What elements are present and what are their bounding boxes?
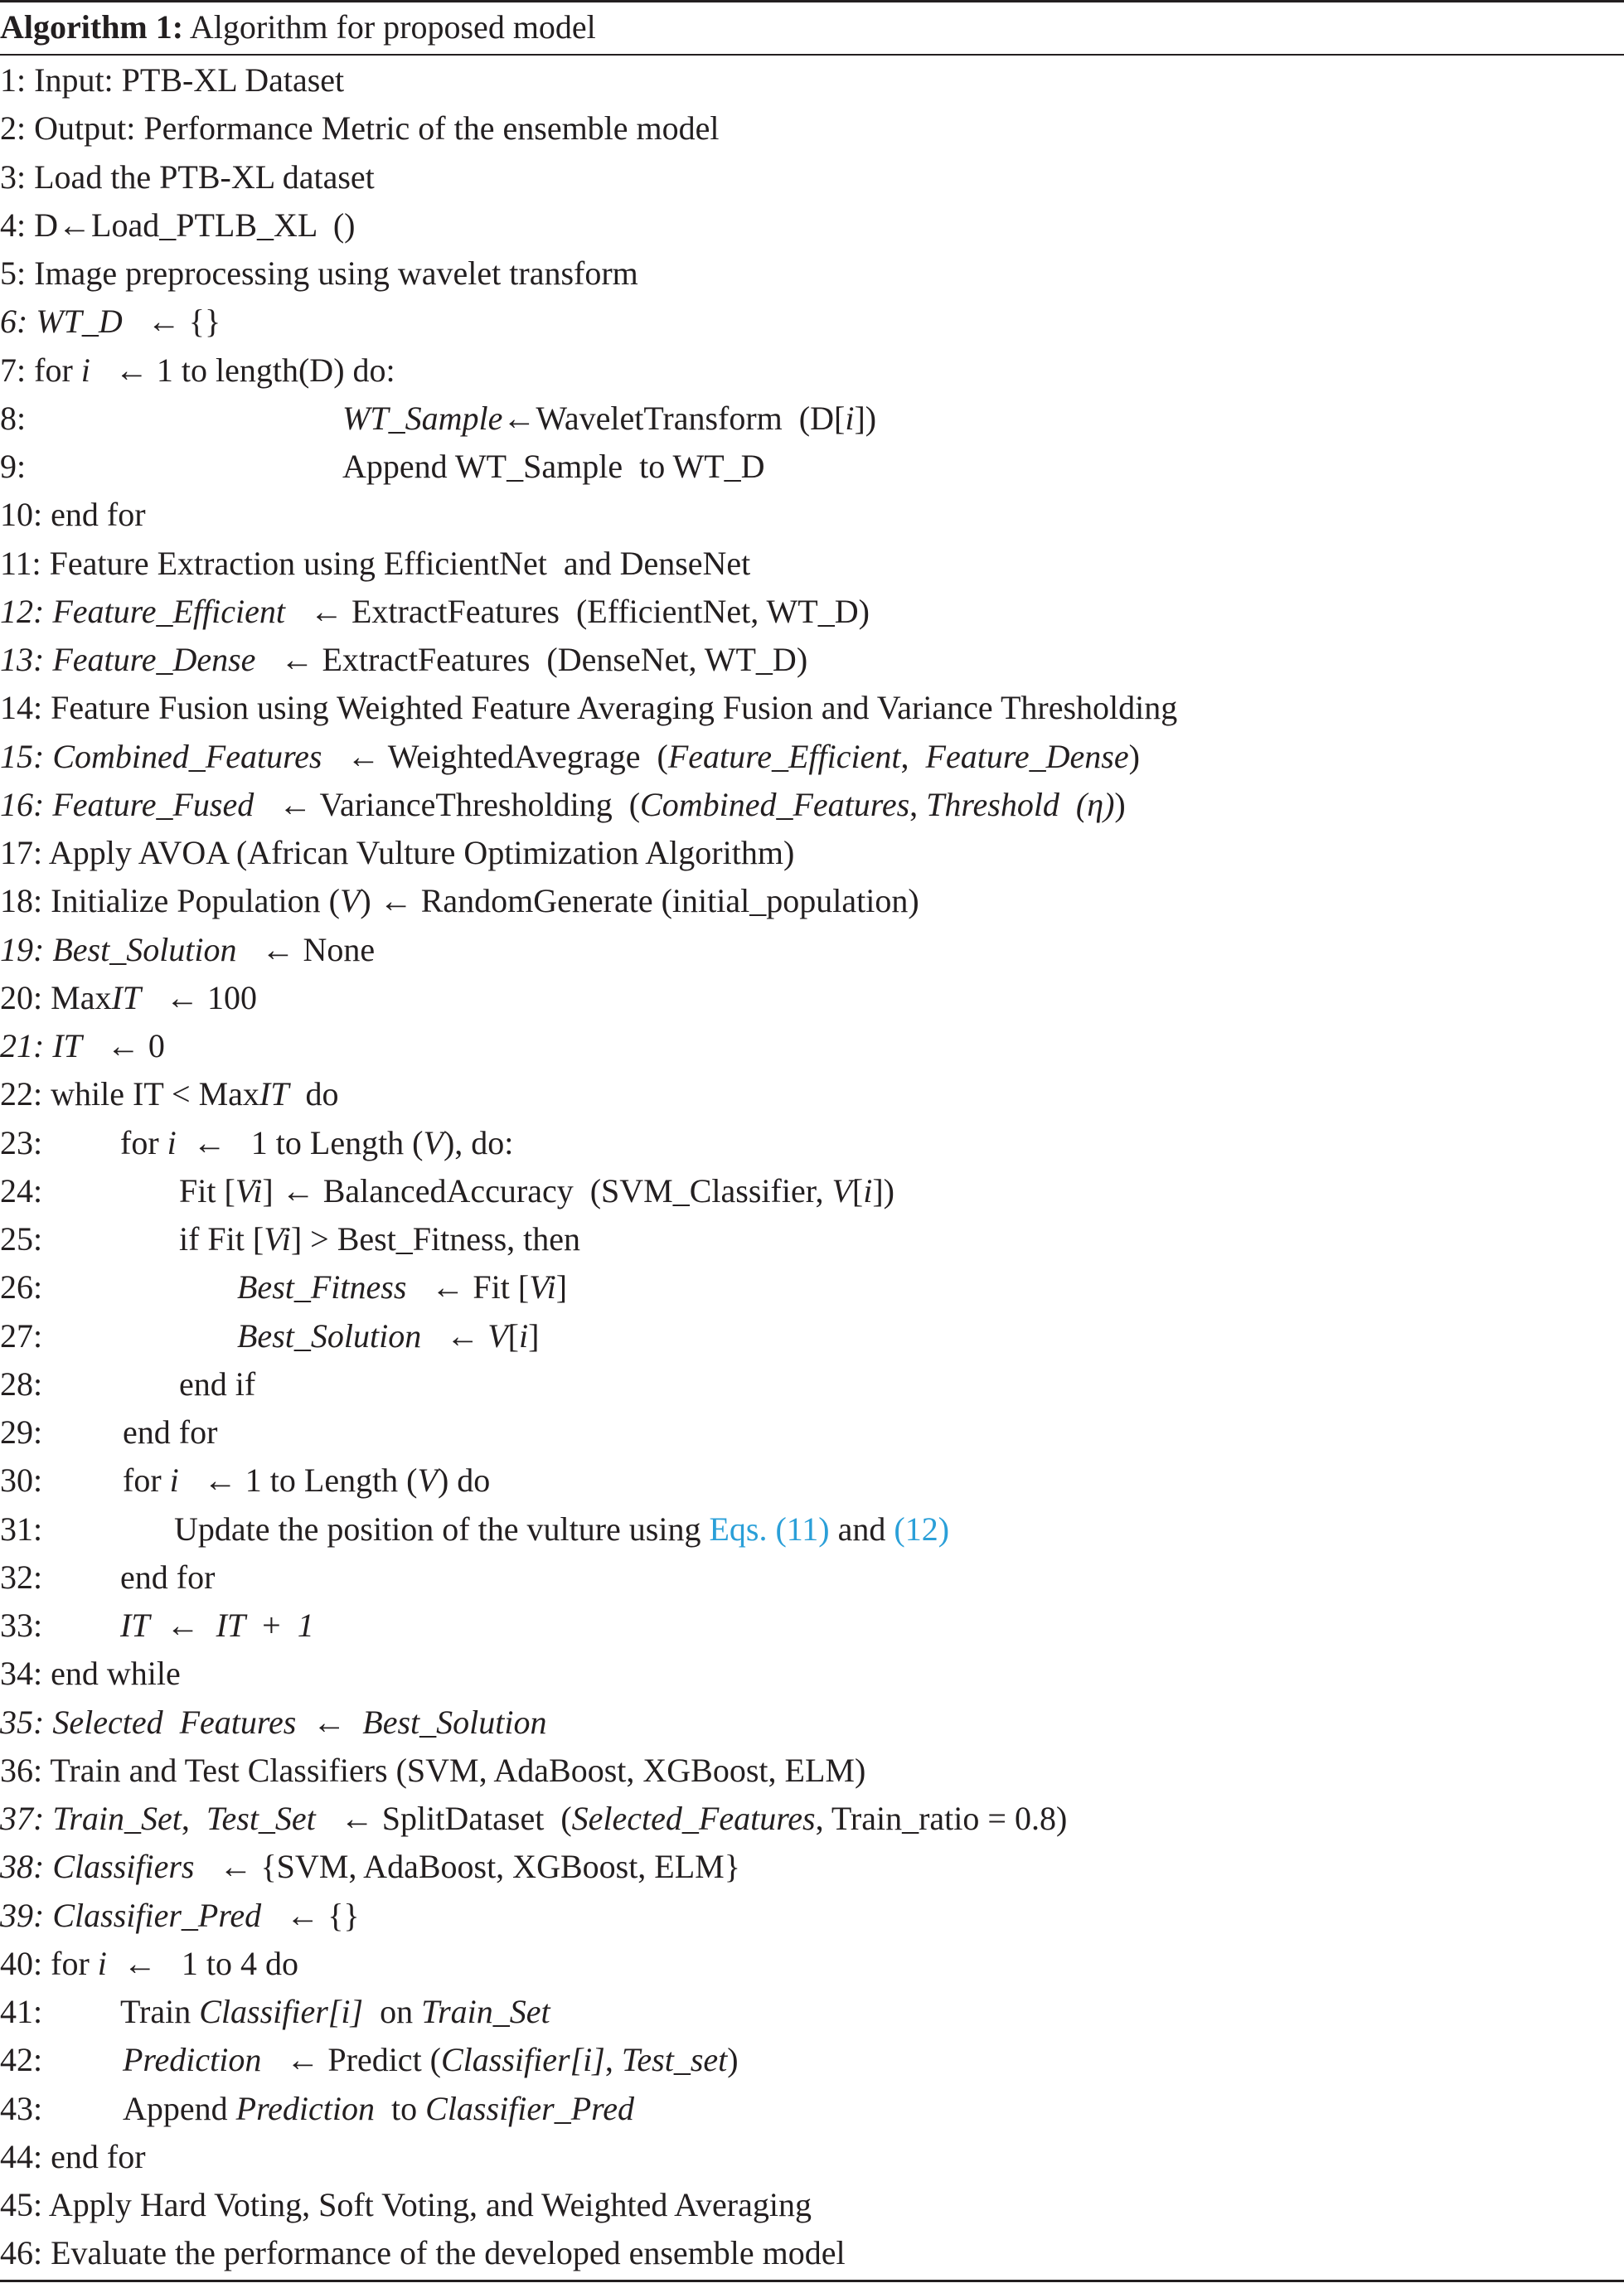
- code-text: ← 1 to 4 do: [106, 1944, 299, 1982]
- algorithm-line: [0, 395, 1624, 443]
- algorithm-line: [0, 2133, 1624, 2181]
- line-text: [120, 1554, 215, 1602]
- line-text: [123, 2085, 634, 2133]
- line-number: 4:: [0, 206, 27, 244]
- code-text: Input: PTB-XL Dataset: [26, 61, 345, 99]
- math-term: Feature_Fused: [44, 785, 255, 823]
- algorithm-line: [0, 1747, 1624, 1795]
- algorithm-line: [0, 781, 1624, 829]
- line-number: 44:: [0, 2137, 43, 2175]
- code-text: ← Fit [: [406, 1268, 530, 1306]
- algorithm-line: [0, 588, 1624, 636]
- top-rule: [0, 0, 1624, 2]
- line-number: 3:: [0, 158, 27, 196]
- code-text: ← 1 to Length (: [176, 1123, 424, 1161]
- line-text: [179, 1167, 894, 1215]
- math-term: Train_Set: [421, 1993, 550, 2030]
- code-text: Update the position of the vulture using: [174, 1510, 710, 1548]
- algorithm-line: [0, 1699, 1624, 1747]
- code-text: ← {}: [261, 1896, 360, 1934]
- math-term: Feature_Dense: [925, 737, 1129, 775]
- math-term: V: [831, 1171, 852, 1209]
- math-term: IT: [120, 1607, 150, 1644]
- line-text: [26, 56, 344, 104]
- math-term: i: [845, 399, 855, 437]
- code-text: and: [829, 1510, 894, 1548]
- line-number: 33:: [0, 1607, 43, 1644]
- line-number: 36:: [0, 1751, 43, 1789]
- line-number: 40:: [0, 1944, 43, 1982]
- code-text: ←WaveletTransform (D[: [502, 399, 846, 437]
- line-text: [174, 1505, 949, 1554]
- line-text: [44, 733, 1140, 781]
- algorithm-line: [0, 491, 1624, 539]
- math-term: Feature_Efficient: [667, 737, 901, 775]
- line-number: 10:: [0, 496, 43, 534]
- code-text: , Train_ratio = 0.8): [815, 1800, 1068, 1837]
- line-text: [237, 1263, 567, 1311]
- math-term: IT: [44, 1027, 82, 1064]
- line-number: 9:: [0, 448, 27, 485]
- code-text: ), do:: [443, 1123, 514, 1161]
- algorithm-line: [0, 104, 1624, 153]
- line-number: 29:: [0, 1413, 43, 1451]
- code-text: ]): [854, 399, 877, 437]
- math-term: Combined_Features: [640, 785, 910, 823]
- math-term: Classifier[i]: [441, 2041, 605, 2079]
- line-number: 22:: [0, 1075, 43, 1113]
- algorithm-line: [0, 443, 1624, 491]
- line-text: [42, 974, 257, 1022]
- math-term: Prediction: [123, 2041, 262, 2079]
- code-text: Initialize Population (: [42, 882, 340, 920]
- line-text: [42, 1747, 865, 1795]
- code-text: ,: [181, 1800, 206, 1837]
- line-number: 1:: [0, 61, 27, 99]
- caption-rule: [0, 54, 1624, 56]
- math-term: 1: [297, 1607, 314, 1644]
- code-text: ← WeightedAvegrage (: [322, 737, 668, 775]
- math-term: V: [487, 1316, 508, 1355]
- algorithm-line: [0, 733, 1624, 781]
- code-text: for: [26, 351, 81, 389]
- code-text: ← ExtractFeatures (EfficientNet, WT_D): [284, 592, 870, 630]
- line-number: 38:: [0, 1848, 45, 1886]
- line-number: 39:: [0, 1896, 45, 1934]
- algorithm-line: [0, 1457, 1624, 1505]
- line-text: [42, 1070, 338, 1118]
- code-text: Max: [42, 978, 112, 1016]
- line-number: 6:: [0, 303, 28, 341]
- code-text: Apply Hard Voting, Soft Voting, and Weighted Averaging: [42, 2186, 812, 2223]
- algorithm-line: [0, 201, 1624, 250]
- line-number: 43:: [0, 2089, 43, 2127]
- line-number: 21:: [0, 1027, 45, 1064]
- line-text: [44, 1699, 546, 1747]
- math-term: Classifier_Pred: [425, 2089, 634, 2127]
- line-number: 11:: [0, 544, 41, 582]
- code-text: ]: [555, 1268, 568, 1306]
- code-text: ,: [909, 785, 927, 823]
- code-text: Train: [120, 1993, 200, 2030]
- algorithm-line: [0, 1408, 1624, 1457]
- line-number: 8:: [0, 399, 27, 437]
- line-number: 15:: [0, 737, 45, 775]
- algorithm-line: [0, 153, 1624, 201]
- algorithm-lines: [0, 56, 1624, 2278]
- algorithm-line: [0, 540, 1624, 588]
- code-text: end while: [42, 1655, 181, 1693]
- code-text: end for: [42, 2137, 146, 2175]
- algorithm-line: [0, 1892, 1624, 1940]
- line-text: [42, 829, 794, 877]
- code-text: ]): [872, 1171, 894, 1209]
- math-term: Feature_Efficient: [44, 592, 285, 630]
- line-number: 5:: [0, 254, 27, 292]
- line-text: [44, 588, 870, 636]
- math-term: Threshold (η): [926, 785, 1115, 823]
- line-text: [26, 347, 395, 395]
- line-text: [41, 540, 751, 588]
- algorithm-caption: [0, 7, 596, 48]
- algorithm-title: Algorithm for proposed model: [183, 8, 596, 46]
- math-term: WT_D: [27, 303, 123, 341]
- math-term: Combined_Features: [44, 737, 322, 775]
- line-text: [123, 1408, 217, 1457]
- code-text: for: [42, 1944, 98, 1982]
- math-term: IT: [111, 978, 142, 1016]
- code-text: Image preprocessing using wavelet transform: [26, 254, 638, 292]
- algorithm-line: [0, 347, 1624, 395]
- code-text: ] ← BalancedAccuracy (SVM_Classifier,: [262, 1171, 832, 1209]
- algorithm-line: [0, 684, 1624, 732]
- code-text: Feature Extraction using EfficientNet and DenseNet: [41, 544, 751, 582]
- line-text: [120, 1988, 550, 2036]
- code-text: ← Predict (: [261, 2041, 441, 2079]
- algorithm-line: [0, 56, 1624, 104]
- math-term: i: [167, 1123, 177, 1161]
- math-term: Classifier_Pred: [44, 1896, 262, 1934]
- code-text: ←: [421, 1316, 488, 1355]
- code-text: ] > Best_Fitness, then: [290, 1220, 581, 1258]
- code-text: ←: [296, 1703, 363, 1741]
- algorithm-line: [0, 1119, 1624, 1167]
- line-number: 25:: [0, 1220, 43, 1258]
- math-term: WT_Sample: [342, 399, 503, 437]
- math-term: Vi: [235, 1171, 263, 1209]
- algorithm-line: [0, 1843, 1624, 1891]
- line-number: 16:: [0, 785, 45, 823]
- algorithm-line: [0, 1070, 1624, 1118]
- line-number: 32:: [0, 1558, 43, 1596]
- algorithm-line: [0, 2036, 1624, 2084]
- math-term: IT: [259, 1075, 289, 1113]
- algorithm-line: [0, 1167, 1624, 1215]
- line-text: [44, 1892, 359, 1940]
- line-text: [44, 636, 807, 684]
- code-text: +: [245, 1607, 298, 1644]
- line-text: [42, 2133, 145, 2181]
- line-number: 13:: [0, 641, 45, 678]
- math-term: Classifiers: [44, 1848, 195, 1886]
- line-text: [123, 1457, 490, 1505]
- code-text: for: [123, 1462, 170, 1500]
- algorithm-line: [0, 1263, 1624, 1311]
- math-term: Best_Solution: [44, 930, 237, 968]
- line-text: [44, 1795, 1067, 1843]
- algorithm-line: [0, 1360, 1624, 1408]
- code-text: ← None: [236, 930, 376, 968]
- line-number: 12:: [0, 592, 45, 630]
- algorithm-line: [0, 298, 1624, 346]
- code-text: ): [1114, 785, 1126, 823]
- line-text: [123, 2036, 739, 2084]
- code-text: Fit [: [179, 1171, 235, 1209]
- code-text: Load the PTB-XL dataset: [26, 158, 375, 196]
- code-text: ← SplitDataset (: [315, 1800, 572, 1837]
- line-text: [44, 1843, 740, 1891]
- algorithm-line: [0, 1505, 1624, 1554]
- math-term: Test_Set: [206, 1800, 316, 1837]
- algorithm-line: [0, 829, 1624, 877]
- math-term: i: [80, 351, 90, 389]
- algorithm-line: [0, 1988, 1624, 2036]
- code-text: ): [727, 2041, 739, 2079]
- math-term: Feature_Dense: [44, 641, 256, 678]
- code-text: end if: [179, 1365, 256, 1403]
- math-term: Selected_Features: [571, 1800, 816, 1837]
- code-text: do: [288, 1075, 339, 1113]
- algorithm-line: [0, 1602, 1624, 1650]
- code-text: ← 0: [81, 1027, 165, 1064]
- equation-link[interactable]: Eqs. (11): [709, 1510, 830, 1548]
- line-number: 46:: [0, 2234, 43, 2272]
- line-number: 35:: [0, 1703, 45, 1741]
- line-text: [237, 1312, 539, 1360]
- code-text: ]: [528, 1316, 540, 1355]
- math-term: V: [339, 882, 361, 920]
- line-text: [44, 926, 375, 974]
- line-text: [44, 1022, 165, 1070]
- line-text: [26, 153, 375, 201]
- line-number: 34:: [0, 1655, 43, 1693]
- algorithm-line: [0, 974, 1624, 1022]
- line-number: 7:: [0, 351, 27, 389]
- code-text: Append: [123, 2089, 236, 2127]
- code-text: D←Load_PTLB_XL (): [26, 206, 356, 244]
- line-number: 26:: [0, 1268, 43, 1306]
- code-text: ) do: [437, 1462, 491, 1500]
- line-text: [42, 1940, 298, 1988]
- algorithm-line: [0, 1650, 1624, 1698]
- math-term: i: [169, 1462, 179, 1500]
- math-term: Train_Set: [44, 1800, 182, 1837]
- code-text: ← VarianceThresholding (: [254, 785, 641, 823]
- algorithm-label: Algorithm 1:: [0, 8, 184, 46]
- code-text: [: [507, 1316, 519, 1355]
- line-number: 42:: [0, 2041, 43, 2079]
- algorithm-line: [0, 1022, 1624, 1070]
- line-text: [120, 1602, 314, 1650]
- line-text: [42, 1650, 181, 1698]
- line-number: 28:: [0, 1365, 43, 1403]
- line-number: 27:: [0, 1316, 43, 1355]
- code-text: Feature Fusion using Weighted Feature Averaging Fusion and Variance Thresholding: [42, 689, 1178, 727]
- code-text: Apply AVOA (African Vulture Optimization Algorithm): [42, 834, 795, 871]
- math-term: IT: [216, 1607, 246, 1644]
- math-term: i: [97, 1944, 107, 1982]
- code-text: end for: [42, 496, 146, 534]
- line-text: [26, 104, 719, 153]
- code-text: ← {}: [122, 303, 221, 341]
- equation-link[interactable]: (12): [894, 1510, 950, 1548]
- line-text: [42, 877, 919, 925]
- algorithm-line: [0, 1554, 1624, 1602]
- line-text: [26, 250, 638, 298]
- line-text: [42, 684, 1177, 732]
- line-number: 19:: [0, 930, 45, 968]
- code-text: end for: [123, 1413, 218, 1451]
- code-text: ← ExtractFeatures (DenseNet, WT_D): [255, 641, 808, 678]
- math-term: Best_Fitness: [237, 1268, 407, 1306]
- code-text: Append WT_Sample to WT_D: [342, 448, 765, 485]
- code-text: end for: [120, 1558, 216, 1596]
- line-text: [342, 395, 876, 443]
- algorithm-line: [0, 1312, 1624, 1360]
- code-text: Train and Test Classifiers (SVM, AdaBoost, XGBoost, ELM): [42, 1751, 866, 1789]
- line-text: [42, 2229, 845, 2277]
- line-text: [44, 781, 1125, 829]
- math-term: Vi: [529, 1268, 556, 1306]
- math-term: Prediction: [235, 2089, 376, 2127]
- algorithm-line: [0, 2229, 1624, 2277]
- math-term: i: [863, 1171, 873, 1209]
- line-number: 45:: [0, 2186, 43, 2223]
- line-text: [120, 1119, 513, 1167]
- algorithm-line: [0, 250, 1624, 298]
- line-number: 41:: [0, 1993, 43, 2030]
- code-text: if Fit [: [179, 1220, 264, 1258]
- line-number: 30:: [0, 1462, 43, 1500]
- code-text: [: [851, 1171, 864, 1209]
- line-text: [27, 298, 221, 346]
- math-term: Best_Solution: [237, 1316, 422, 1355]
- line-number: 14:: [0, 689, 43, 727]
- algorithm-line: [0, 636, 1624, 684]
- math-term: Vi: [264, 1220, 291, 1258]
- code-text: Output: Performance Metric of the ensemble model: [26, 109, 720, 148]
- line-text: [42, 2181, 812, 2229]
- math-term: V: [417, 1462, 438, 1500]
- math-term: V: [423, 1123, 444, 1161]
- line-text: [342, 443, 765, 491]
- line-number: 20:: [0, 978, 43, 1016]
- line-number: 31:: [0, 1510, 43, 1548]
- code-text: ← 1 to Length (: [178, 1462, 418, 1500]
- code-text: ): [1128, 737, 1140, 775]
- code-text: ←: [149, 1607, 216, 1644]
- code-text: ) ← RandomGenerate (initial_population): [360, 882, 919, 920]
- code-text: to: [375, 2089, 426, 2127]
- algorithm-line: [0, 926, 1624, 974]
- math-term: Selected Features: [44, 1703, 297, 1741]
- algorithm-line: [0, 877, 1624, 925]
- algorithm-line: [0, 1940, 1624, 1988]
- code-text: ← {SVM, AdaBoost, XGBoost, ELM}: [194, 1848, 740, 1886]
- code-text: ← 100: [141, 978, 258, 1016]
- code-text: ,: [604, 2041, 622, 2079]
- line-number: 18:: [0, 882, 43, 920]
- line-text: [179, 1360, 255, 1408]
- line-number: 17:: [0, 834, 43, 871]
- line-number: 24:: [0, 1171, 43, 1209]
- code-text: while IT < Max: [42, 1075, 259, 1113]
- line-text: [26, 201, 355, 250]
- code-text: Evaluate the performance of the developed ensemble model: [42, 2234, 846, 2272]
- line-text: [42, 491, 145, 539]
- bottom-rule: [0, 2280, 1624, 2282]
- math-term: Classifier[i]: [199, 1993, 364, 2030]
- line-number: 37:: [0, 1800, 45, 1837]
- code-text: for: [120, 1123, 167, 1161]
- line-number: 23:: [0, 1123, 43, 1161]
- code-text: ← 1 to length(D) do:: [90, 351, 395, 389]
- algorithm-line: [0, 1795, 1624, 1843]
- math-term: i: [518, 1316, 529, 1355]
- code-text: ,: [900, 737, 926, 775]
- math-term: Test_set: [621, 2041, 728, 2079]
- line-number: 2:: [0, 109, 27, 148]
- algorithm-line: [0, 2181, 1624, 2229]
- math-term: Best_Solution: [362, 1703, 547, 1741]
- line-text: [179, 1215, 580, 1263]
- algorithm-line: [0, 2085, 1624, 2133]
- algorithm-line: [0, 1215, 1624, 1263]
- code-text: on: [363, 1993, 422, 2030]
